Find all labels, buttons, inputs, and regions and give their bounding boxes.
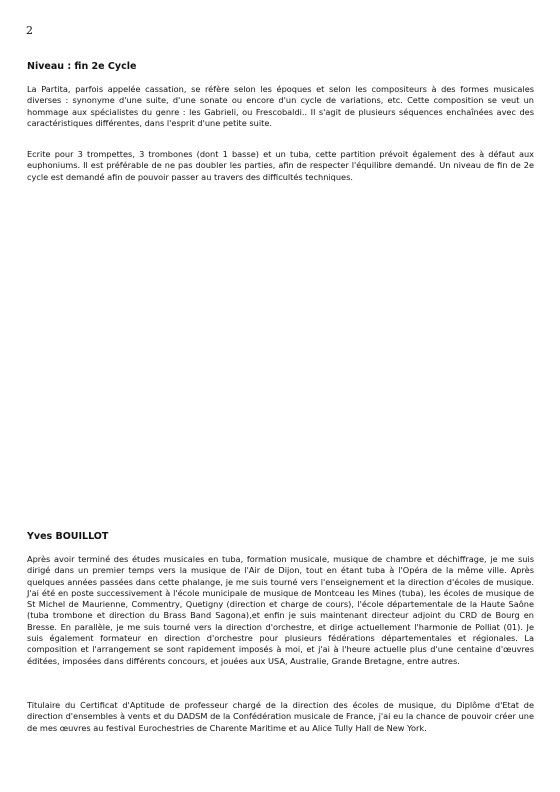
page-number: 2 [26,24,33,37]
section-heading-level: Niveau : fin 2e Cycle [27,61,137,72]
section-heading-author: Yves BOUILLOT [27,531,109,542]
paragraph-instrumentation: Ecrite pour 3 trompettes, 3 trombones (dont 1 basse) et un tuba, cette partition prévoit également des à défaut aux euphoniums. Il est préférable de ne pas doubler les parties, afin de respecter l'équilibre demandé. Un niveau de fin de 2e cycle est demandé afin de pouvoir passer au travers des difficultés techniques. [27,149,534,182]
paragraph-partita-description: La Partita, parfois appelée cassation, se réfère selon les époques et selon les compositeurs à des formes musicales diverses : synonyme d'une suite, d'une sonate ou encore d'un cycle de variations, etc. Cette composition se veut un hommage aux spécialistes du genre : les Gabrieli, ou Frescobaldi.. Il s'agit de plusieurs séquences enchaînées avec des caractéristiques différentes, dans l'esprit d'une petite suite. [27,84,534,128]
paragraph-author-biography: Après avoir terminé des études musicales en tuba, formation musicale, musique de chambre et déchiffrage, je me suis dirigé dans un premier temps vers la musique de l'Air de Dijon, tout en étant tuba à l'Opéra de la même ville. Après quelques années passées dans cette phalange, je me suis tourné vers l'enseignement et la direction d'écoles de musique. J'ai été en poste successivement à l'école municipale de musique de Montceau les Mines (tuba), les écoles de musique de St Michel de Maurienne, Commentry, Quetigny (direction et charge de cours), l'école départementale de la Haute Saône (tuba trombone et direction du Brass Band Sagona),et enfin je suis maintenant directeur adjoint du CRD de Bourg en Bresse. En parallèle, je me suis tourné vers la direction d'orchestre, et dirige actuellement l'harmonie de Polliat (01). Je suis également formateur en direction d'orchestre pour plusieurs fédérations départementales et régionales. La composition et l'arrangement se sont rapidement imposés à moi, et j'ai à l'heure actuelle plus d'une centaine d'œuvres éditées, imposées dans différents concours, et jouées aux USA, Australie, Grande Bretagne, entre autres. [27,554,534,666]
paragraph-author-diplomas: Titulaire du Certificat d'Aptitude de professeur chargé de la direction des écoles de musique, du Diplôme d'Etat de direction d'ensembles à vents et du DADSM de la Confédération musicale de France, j'ai eu la chance de pouvoir créer une de mes œuvres au festival Eurochestries de Charente Maritime et au Alice Tully Hall de New York. [27,700,534,733]
